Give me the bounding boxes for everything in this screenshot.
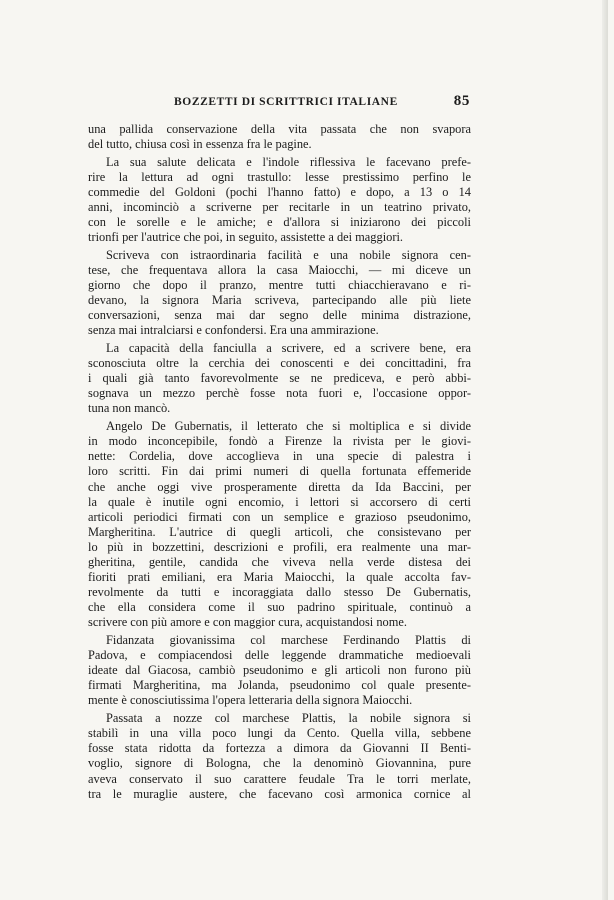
text-line: sognava un mezzo perchè fosse nota fuori e, l'occasione oppor- bbox=[88, 386, 471, 401]
text-line: del tutto, chiusa così in essenza fra le pagine. bbox=[88, 137, 312, 152]
text-line: sconosciuta oltre la cerchia dei conoscenti e dei concittadini, fra bbox=[88, 356, 471, 371]
text-line: Fidanzata giovanissima col marchese Ferdinando Plattis di bbox=[106, 633, 471, 648]
paragraph bbox=[88, 248, 471, 339]
paragraph bbox=[88, 633, 471, 708]
text-line: fosse stata ridotta da fortezza a dimora da Giovanni II Benti- bbox=[88, 741, 471, 756]
text-line: Angelo De Gubernatis, il letterato che si moltiplica e si divide bbox=[106, 419, 471, 434]
text-line: La sua salute delicata e l'indole riflessiva le facevano prefe- bbox=[106, 154, 471, 169]
text-line: lo più in bozzettini, descrizioni e profili, era realmente una mar- bbox=[88, 539, 471, 554]
text-line: tuna non mancò. bbox=[88, 401, 171, 416]
text-line: loro scritti. Fin dai primi numeri di quella fortunata effemeride bbox=[88, 464, 471, 479]
text-line: commedie del Goldoni (pochi l'hanno fatto) e dopo, a 13 o 14 bbox=[88, 184, 471, 199]
paragraph bbox=[88, 419, 471, 630]
text-line: senza mai intralciarsi e confondersi. Era una ammirazione. bbox=[88, 323, 379, 338]
text-line: tra le muraglie austere, che facevano così armonica cornice al bbox=[88, 786, 471, 801]
text-line: i quali già tanto favorevolmente se ne prediceva, e però abbi- bbox=[88, 371, 471, 386]
text-line: scrivere con più amore e con maggior cura, acquistandosi nome. bbox=[88, 615, 407, 630]
running-title: BOZZETTI DI SCRITTRICI ITALIANE bbox=[174, 96, 398, 108]
text-line: voglio, signore di Bologna, che la denominò Giovannina, pure bbox=[88, 756, 471, 771]
text-line: in modo inconcepibile, fondò a Firenze la rivista per le giovi- bbox=[88, 434, 471, 449]
text-line: Scriveva con istraordinaria facilità e una nobile signora cen- bbox=[106, 247, 471, 262]
text-line: Passata a nozze col marchese Plattis, la nobile signora si bbox=[106, 711, 471, 726]
text-line: trionfi per l'autrice che poi, in seguito, assistette a dei maggiori. bbox=[88, 230, 404, 245]
text-line: una pallida conservazione della vita passata che non svapora bbox=[88, 122, 471, 136]
text-line: che ella considera come il suo padrino spirituale, continuò a bbox=[88, 600, 471, 615]
paragraph bbox=[88, 122, 471, 152]
text-line: ideate dal Giacosa, cambiò pseudonimo e gli articoli non furono più bbox=[88, 663, 471, 678]
text-line: con le sorelle e le amiche; e d'allora si iniziarono dei piccoli bbox=[88, 215, 471, 230]
body-text bbox=[88, 122, 471, 804]
paragraph bbox=[88, 341, 471, 416]
text-line: giorno che dopo il pranzo, mentre tutti chiacchieravano e ri- bbox=[88, 278, 471, 293]
page-edge bbox=[602, 0, 608, 900]
page-number: 85 bbox=[453, 93, 470, 109]
text-line: anni, incominciò a scriverne per recitarle in un teatrino privato, bbox=[88, 200, 471, 215]
text-line: revolmente da tutti e incoraggiata dallo stesso De Gubernatis, bbox=[88, 585, 471, 600]
text-line: gheritina, gentile, candida che viveva nella verde distesa dei bbox=[88, 555, 471, 569]
text-line: nette: Cordelia, dove accoglieva in una specie di palestra i bbox=[88, 449, 471, 464]
paragraph bbox=[88, 711, 471, 802]
text-line: mente è conosciutissima l'opera letteraria della signora Maiocchi. bbox=[88, 693, 413, 708]
text-line: articoli periodici firmati con un semplice e grazioso pseudonimo, bbox=[88, 509, 471, 524]
text-line: Padova, e compiacendosi delle leggende drammatiche medioevali bbox=[88, 648, 471, 663]
paragraph bbox=[88, 155, 471, 246]
text-line: La capacità della fanciulla a scrivere, ed a scrivere bene, era bbox=[106, 341, 471, 356]
text-line: tese, che frequentava allora la casa Maiocchi, — mi diceve un bbox=[88, 263, 471, 278]
text-line: fioriti prati emiliani, era Maria Maiocchi, la quale accolta fav- bbox=[88, 570, 471, 585]
text-line: devano, la signora Maria scriveva, partecipando alle più liete bbox=[88, 293, 471, 308]
text-line: che anche oggi vive prosperamente diretta da Ida Baccini, per bbox=[88, 479, 471, 494]
text-line: aveva conservato il suo carattere feudale Tra le torri merlate, bbox=[88, 771, 471, 786]
text-line: Margheritina. L'autrice di quegli articoli, che consistevano per bbox=[88, 524, 471, 539]
text-line: stabilì in una villa poco lungi da Cento. Quella villa, sebbene bbox=[88, 726, 471, 741]
text-line: conversazioni, senza mai dar segno delle minima distrazione, bbox=[88, 308, 471, 323]
text-line: la quale è inutile ogni encomio, i lettori si accorsero di certi bbox=[88, 494, 471, 509]
text-line: rire la lettura ad ogni trastullo: lesse prestissimo perfino le bbox=[88, 169, 471, 184]
text-line: firmati Margheritina, ma Jolanda, pseudonimo col quale presente- bbox=[88, 678, 471, 693]
